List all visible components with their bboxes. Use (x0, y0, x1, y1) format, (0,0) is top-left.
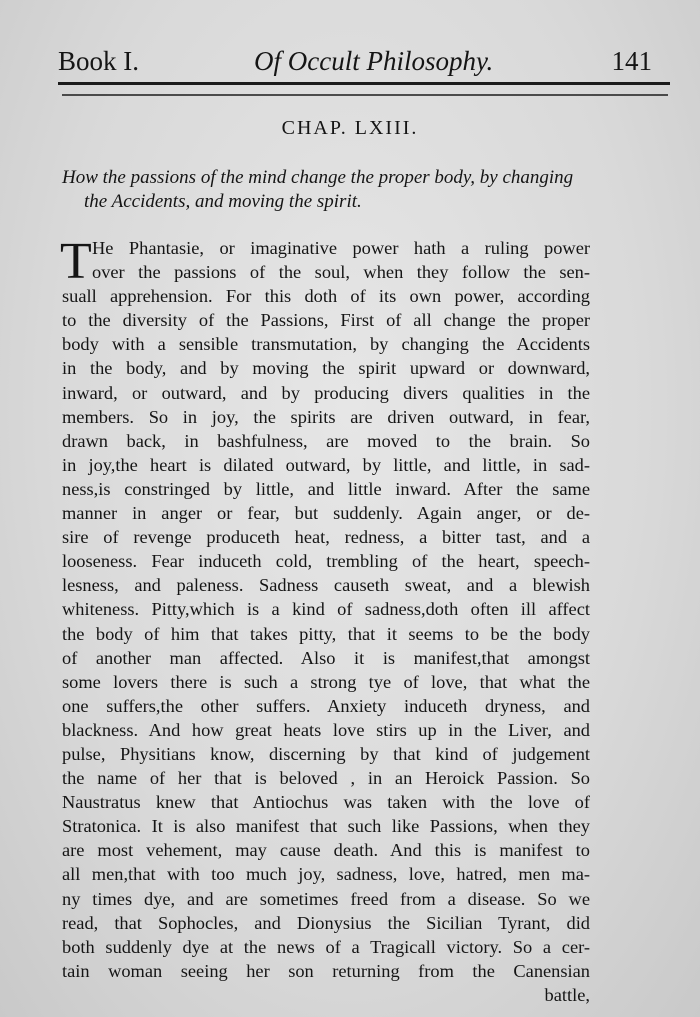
text-line: ny times dye, and are sometimes freed from a disease. So we (62, 888, 590, 909)
text-line: both suddenly dye at the news of a Tragicall victory. So a cer- (62, 936, 590, 957)
text-line: inward, or outward, and by producing divers qualities in the (62, 382, 590, 403)
text-line: in the body, and by moving the spirit upward or downward, (62, 358, 590, 379)
text-line: over the passions of the soul, when they follow the sen- (92, 262, 590, 283)
text-line: battle, (544, 984, 590, 1005)
chapter-subtitle-line-2: the Accidents, and moving the spirit. (84, 191, 362, 212)
text-line: He Phantasie, or imaginative power hath a ruling power (92, 238, 590, 258)
book-label: Book I. (58, 46, 139, 76)
text-line: read, that Sophocles, and Dionysius the Sicilian Tyrant, did (62, 912, 590, 933)
text-line: Naustratus knew that Antiochus was taken with the love of (62, 792, 590, 813)
text-line: the body of him that takes pitty, that it seems to be the body (62, 623, 590, 644)
text-line: drawn back, in bashfulness, are moved to the brain. So (62, 430, 590, 451)
text-line: in joy,the heart is dilated outward, by little, and little, in sad- (62, 454, 590, 475)
text-line: pulse, Physitians know, discerning by that kind of judgement (62, 743, 590, 764)
text-line: manner in anger or fear, but suddenly. Again anger, or de- (62, 503, 590, 524)
text-line: Stratonica. It is also manifest that such like Passions, when they (62, 816, 590, 837)
chapter-heading: CHAP. LXIII. (281, 117, 419, 139)
text-line: the name of her that is beloved , in an Heroick Passion. So (62, 768, 590, 789)
text-line: ness,is constringed by little, and little inward. After the same (62, 478, 590, 499)
text-line: are most vehement, may cause death. And this is manifest to (62, 840, 590, 861)
header-rule (58, 82, 670, 85)
text-line: to the diversity of the Passions, First of all change the proper (62, 310, 590, 331)
text-line: some lovers there is such a strong tye of love, that what the (62, 671, 590, 692)
text-line: tain woman seeing her son returning from the Canensian (62, 960, 590, 981)
chapter-subtitle-line-1: How the passions of the mind change the proper body, by changing (62, 167, 574, 188)
page-number: 141 (611, 46, 652, 76)
drop-cap: T (60, 233, 92, 290)
text-line: looseness. Fear induceth cold, trembling of the heart, speech- (62, 551, 590, 572)
running-header (58, 42, 670, 80)
text-line: body with a sensible transmutation, by changing the Accidents (62, 334, 590, 355)
running-title-text: Of Occult Philosophy. (254, 46, 494, 76)
text-line: all men,that with too much joy, sadness, love, hatred, men ma- (62, 864, 590, 885)
text-line: sire of revenge produceth heat, redness, a bitter tast, and a (62, 527, 590, 548)
text-line: members. So in joy, the spirits are driven outward, in fear, (62, 406, 590, 427)
text-line: whiteness. Pitty,which is a kind of sadness,doth often ill affect (62, 599, 590, 620)
running-title (254, 46, 493, 77)
text-line: suall apprehension. For this doth of its own power, according (62, 286, 590, 307)
text-line: blackness. And how great heats love stirs up in the Liver, and (62, 719, 590, 740)
text-line: one suffers,the other suffers. Anxiety induceth dryness, and (62, 695, 590, 716)
chapter-subtitle (62, 166, 602, 214)
body-text (60, 233, 590, 1007)
text-line: lesness, and paleness. Sadness causeth sweat, and a blewish (62, 575, 590, 596)
text-line: of another man affected. Also it is manifest,that amongst (62, 647, 590, 668)
header-rule-lower (62, 94, 668, 96)
